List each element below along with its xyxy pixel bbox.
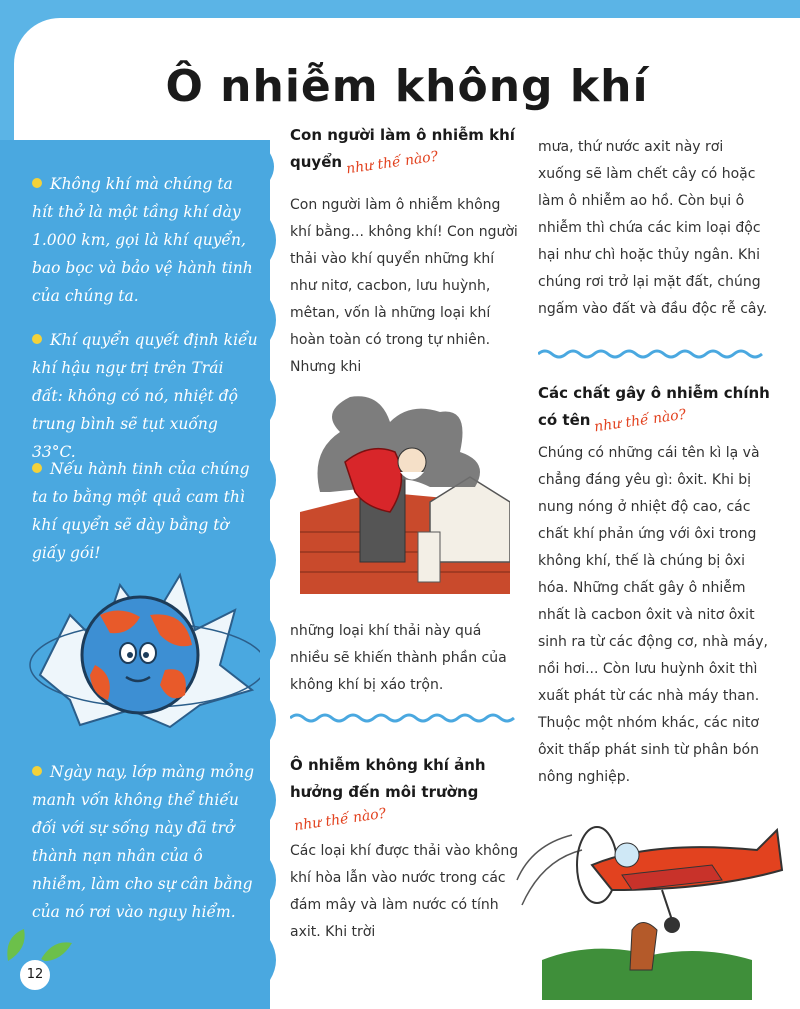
- section-body: Chúng có những cái tên kì lạ và chẳng đáng yêu gì: ôxit. Khi bị nung nóng ở nhiệt độ cao, các chất khí phản ứng với ôxi trong không khí, thế là chúng bị ôxi hóa. Những chất gây ô nhiễm nhất là cacbon ôxit và nitơ ôxit sinh ra từ các động cơ, nhà máy, nồi hơi... Còn lưu huỳnh ôxit thì xuất phát từ các nhà máy than. Thuộc một nhóm khác, các nitơ ôxit thấp phát sinh từ phân bón nông nghiệp.: [538, 445, 768, 785]
- section-body: Con người làm ô nhiễm không khí bằng... không khí! Con người thải vào khí quyển những khí như nitơ, cacbon, lưu huỳnh, mêtan, vốn là những loại khí hoàn toàn có trong tự nhiên. Nhưng khi: [290, 197, 518, 375]
- section-heading: Ô nhiễm không khí ảnh hưởng đến môi trườngnhư thế nào?: [290, 752, 520, 834]
- wavy-divider: [538, 348, 763, 360]
- sidebar-wave-edge: [258, 140, 282, 1009]
- bullet-icon: [32, 463, 42, 473]
- sidebar-paragraph: Nếu hành tinh của chúng ta to bằng một quả cam thì khí quyển sẽ dày bằng tờ giấy gói!: [32, 460, 250, 562]
- bullet-icon: [32, 178, 42, 188]
- section-body: Các loại khí được thải vào không khí hòa lẫn vào nước trong các đám mây và làm nước có tính axit. Khi trời: [290, 843, 519, 940]
- page-title: Ô nhiễm không khí: [165, 61, 649, 113]
- sidebar-paragraph: Không khí mà chúng ta hít thở là một tầng khí dày 1.000 km, gọi là khí quyển, bao bọc và bảo vệ hành tinh của chúng ta.: [32, 175, 253, 305]
- highlight-text: như thế nào?: [293, 805, 388, 835]
- bullet-icon: [32, 766, 42, 776]
- section-heading: Con người làm ô nhiễm khí quyển như thế nào?: [290, 122, 520, 177]
- wavy-divider: [290, 712, 515, 724]
- highlight-text: như thế nào?: [593, 406, 688, 436]
- bullet-icon: [32, 334, 42, 344]
- earth-illustration: [20, 555, 260, 735]
- airplane-illustration: [512, 820, 792, 1000]
- sidebar-paragraph: Ngày nay, lớp màng mỏng manh vốn không thể thiếu đối với sự sống này đã trở thành nạn nhân của ô nhiễm, làm cho sự cân bằng của nó rơi vào nguy hiểm.: [32, 763, 255, 921]
- section-body: những loại khí thải này quá nhiều sẽ khiến thành phần của không khí bị xáo trộn.: [290, 623, 507, 693]
- section-body: mưa, thứ nước axit này rơi xuống sẽ làm chết cây có hoặc làm ô nhiễm ao hồ. Còn bụi ô nhiễm thì chứa các kim loại độc hại như chì hoặc thủy ngân. Khi chúng rơi trở lại mặt đất, chúng ngấm vào đất và đầu độc rễ cây.: [538, 139, 768, 317]
- page-number: 12: [18, 958, 52, 992]
- sidebar-paragraph: Khí quyển quyết định kiểu khí hậu ngự trị trên Trái đất: không có nó, nhiệt độ trung bình sẽ tụt xuống 33°C.: [32, 331, 258, 461]
- santa-chimney-illustration: [300, 392, 510, 594]
- highlight-text: như thế nào?: [345, 148, 440, 178]
- section-heading: Các chất gây ô nhiễm chính có tên như thế nào?: [538, 380, 770, 435]
